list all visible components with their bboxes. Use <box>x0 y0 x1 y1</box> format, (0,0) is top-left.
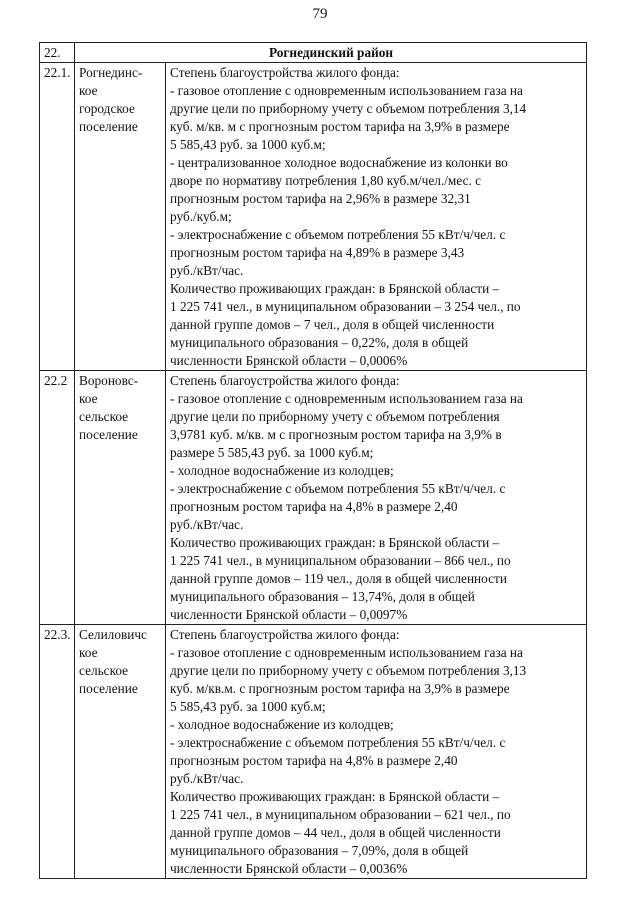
tariff-table <box>39 42 587 879</box>
settlement-row <box>40 63 587 371</box>
description-line: Количество проживающих граждан: в Брянской области – <box>170 281 500 296</box>
settlement-row <box>40 371 587 625</box>
page-number: 79 <box>312 6 328 22</box>
settlement-name <box>75 63 166 371</box>
row-number: 22.1. <box>40 63 75 371</box>
description-line: - газовое отопление с одновременным использованием газа на <box>170 83 523 98</box>
settlement-name-line: кое <box>79 83 98 98</box>
description-line: размере 5 585,43 руб. за 1000 куб.м; <box>170 445 374 460</box>
description-line: - холодное водоснабжение из колодцев; <box>170 717 394 732</box>
description-line: 5 585,43 руб. за 1000 куб.м; <box>170 137 326 152</box>
row-number: 22.2 <box>40 371 75 625</box>
settlement-name-line: кое <box>79 391 98 406</box>
settlement-description <box>166 63 587 371</box>
description-line: другие цели по приборному учету с объемом потребления 3,13 <box>170 663 527 678</box>
description-line: руб./кВт/час. <box>170 771 244 786</box>
description-line: куб. м/кв.м. с прогнозным ростом тарифа на 3,9% в размере <box>170 681 510 696</box>
description-line: прогнозным ростом тарифа на 4,89% в размере 3,43 <box>170 245 465 260</box>
row-number: 22.3. <box>40 625 75 879</box>
settlement-name-line: Селиловичс <box>79 627 147 642</box>
description-line: Количество проживающих граждан: в Брянской области – <box>170 535 500 550</box>
district-number: 22. <box>40 43 75 63</box>
description-line: руб./куб.м; <box>170 209 232 224</box>
description-line: 3,9781 куб. м/кв. м с прогнозным ростом тарифа на 3,9% в <box>170 427 502 442</box>
description-line: данной группе домов – 44 чел., доля в общей численности <box>170 825 501 840</box>
description-line: 5 585,43 руб. за 1000 куб.м; <box>170 699 326 714</box>
description-line: - централизованное холодное водоснабжение из колонки во <box>170 155 508 170</box>
settlement-name-line: кое <box>79 645 98 660</box>
description-line: численности Брянской области – 0,0097% <box>170 607 408 622</box>
description-line: численности Брянской области – 0,0036% <box>170 861 408 876</box>
description-line: - холодное водоснабжение из колодцев; <box>170 463 394 478</box>
description-line: - газовое отопление с одновременным использованием газа на <box>170 645 523 660</box>
settlement-name-line: Вороновс- <box>79 373 139 388</box>
description-line: 1 225 741 чел., в муниципальном образовании – 621 чел., по <box>170 807 511 822</box>
description-line: - электроснабжение с объемом потребления 55 кВт/ч/чел. с <box>170 227 506 242</box>
settlement-description <box>166 371 587 625</box>
description-line: руб./кВт/час. <box>170 263 244 278</box>
description-line: руб./кВт/час. <box>170 517 244 532</box>
description-line: муниципального образования – 0,22%, доля в общей <box>170 335 469 350</box>
description-line: - электроснабжение с объемом потребления 55 кВт/ч/чел. с <box>170 481 506 496</box>
description-line: Степень благоустройства жилого фонда: <box>170 65 400 80</box>
description-line: 1 225 741 чел., в муниципальном образовании – 3 254 чел., по <box>170 299 521 314</box>
description-line: 1 225 741 чел., в муниципальном образовании – 866 чел., по <box>170 553 511 568</box>
district-header-row <box>40 43 587 63</box>
description-line: прогнозным ростом тарифа на 4,8% в размере 2,40 <box>170 753 458 768</box>
description-line: данной группе домов – 119 чел., доля в общей численности <box>170 571 507 586</box>
description-line: другие цели по приборному учету с объемом потребления 3,14 <box>170 101 527 116</box>
description-line: другие цели по приборному учету с объемом потребления <box>170 409 500 424</box>
description-line: куб. м/кв. м с прогнозным ростом тарифа на 3,9% в размере <box>170 119 510 134</box>
settlement-name-line: поселение <box>79 119 138 134</box>
settlement-name-line: поселение <box>79 427 138 442</box>
description-line: прогнозным ростом тарифа на 4,8% в размере 2,40 <box>170 499 458 514</box>
description-line: прогнозным ростом тарифа на 2,96% в размере 32,31 <box>170 191 471 206</box>
description-line: - газовое отопление с одновременным использованием газа на <box>170 391 523 406</box>
settlement-name-line: городское <box>79 101 135 116</box>
description-line: Степень благоустройства жилого фонда: <box>170 373 400 388</box>
description-line: численности Брянской области – 0,0006% <box>170 353 408 368</box>
settlement-name <box>75 371 166 625</box>
description-line: дворе по нормативу потребления 1,80 куб.м/чел./мес. с <box>170 173 482 188</box>
district-title: Рогнединский район <box>75 43 587 63</box>
description-line: данной группе домов – 7 чел., доля в общей численности <box>170 317 495 332</box>
description-line: Количество проживающих граждан: в Брянской области – <box>170 789 500 804</box>
settlement-name <box>75 625 166 879</box>
description-line: - электроснабжение с объемом потребления 55 кВт/ч/чел. с <box>170 735 506 750</box>
settlement-name-line: сельское <box>79 663 129 678</box>
settlement-row <box>40 625 587 879</box>
description-line: муниципального образования – 13,74%, доля в общей <box>170 589 475 604</box>
description-line: Степень благоустройства жилого фонда: <box>170 627 400 642</box>
settlement-name-line: сельское <box>79 409 129 424</box>
description-line: муниципального образования – 7,09%, доля в общей <box>170 843 469 858</box>
settlement-description <box>166 625 587 879</box>
settlement-name-line: поселение <box>79 681 138 696</box>
settlement-name-line: Рогнединс- <box>79 65 143 80</box>
